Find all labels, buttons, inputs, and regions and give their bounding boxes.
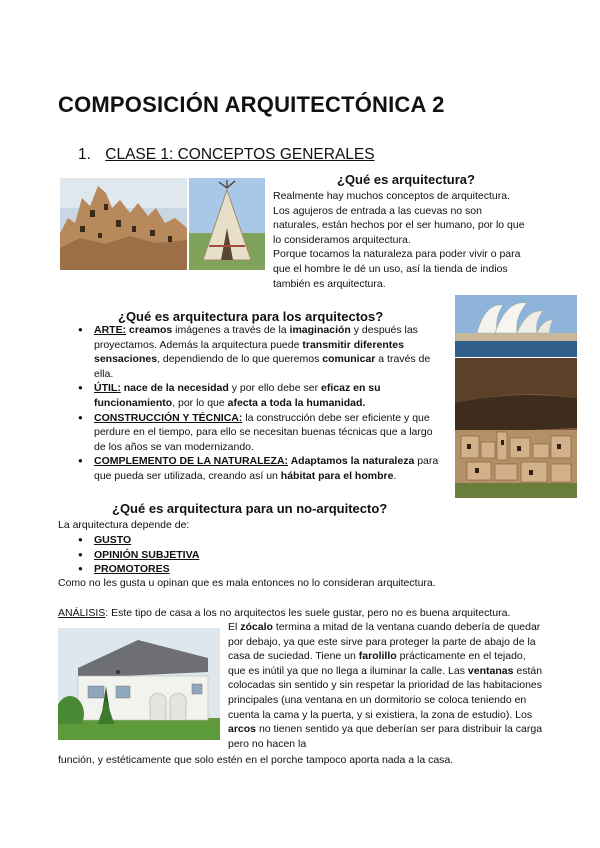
depends-item: PROMOTORES: [94, 563, 170, 576]
list-item-util: [76, 381, 440, 410]
q1-line: también es arquitectura.: [273, 277, 386, 290]
analysis-text: El: [228, 621, 241, 633]
q1-line: Realmente hay muchos conceptos de arquitectura.: [273, 190, 510, 202]
section-number: 1.: [78, 146, 91, 163]
tipi-image: [189, 178, 265, 270]
cave-dwellings-image: [60, 178, 187, 270]
analysis-term: arcos: [228, 723, 257, 736]
q2-heading: ¿Qué es arquitectura para los arquitectos?: [118, 309, 384, 324]
complemento-text: Adaptamos la naturaleza: [288, 455, 415, 468]
util-text: eficaz en su funcionamiento: [94, 382, 381, 409]
util-text: y por ello debe ser: [228, 382, 322, 395]
q1-line: naturales, están hechos por el ser humano, por lo que: [273, 219, 525, 232]
list-item: [76, 548, 376, 563]
q1-line: que el hombre le dé un uso, así la tienda de indios: [273, 262, 508, 275]
complemento-text: para que pueda ser utilizada, creando así un: [94, 455, 439, 482]
q1-paragraph: [273, 189, 563, 291]
arte-label: ARTE:: [94, 324, 127, 336]
q3-conclusion: Como no les gusta u opinan que es mala entonces no lo consideran arquitectura.: [58, 577, 436, 589]
analysis-label: ANÁLISIS: [58, 607, 106, 619]
opera-house-image: [455, 295, 577, 357]
analysis-line: : Este tipo de casa a los no arquitectos les suele gustar, pero no es buena arquitectura.: [105, 607, 511, 619]
arte-text: a través de ella.: [94, 353, 431, 380]
list-item: [76, 533, 376, 548]
arte-text: creamos: [129, 324, 173, 336]
arte-text: , dependiendo de lo que queremos: [157, 353, 323, 366]
depends-item: GUSTO: [94, 534, 132, 546]
analysis-text: están colocadas sin sentido y sin respetar la prioridad de las habitaciones principales (una ventana en un dormitorio se coloca teniendo en cuenta la cama y la puerta, y si existiera, la zona de estudio). Los: [228, 664, 543, 721]
analysis-text: prácticamente en el tejado, que es inútil ya que no llega a iluminar la calle. Las: [228, 650, 526, 677]
q1-line: Porque tocamos la naturaleza para poder vivir o para: [273, 248, 521, 261]
architect-concepts-list: [76, 323, 440, 484]
analysis-text: termina a mitad de la ventana cuando debería de quedar por debajo, ya que este sirve para proteger la parte de abajo de la casa de suciedad. Tiene un: [228, 621, 541, 663]
analysis-text: no tienen sentido ya que deberían ser para distribuir la carga pero no hacen la: [228, 723, 543, 750]
arte-text: imágenes a través de la: [172, 324, 290, 336]
q3-intro: La arquitectura depende de:: [58, 519, 190, 531]
util-text: , por lo que: [172, 396, 228, 409]
arte-text: imaginación: [289, 324, 351, 336]
list-item-complemento: [76, 454, 440, 483]
analysis-term: farolillo: [358, 650, 397, 663]
cliff-dwellings-image: [455, 358, 577, 498]
util-label: ÚTIL:: [94, 382, 121, 395]
depends-list: [76, 533, 376, 577]
util-text: afecta a toda la humanidad.: [227, 396, 366, 409]
document-title: COMPOSICIÓN ARQUITECTÓNICA 2: [58, 92, 445, 117]
analysis-term: ventanas: [467, 664, 514, 677]
list-item: [76, 562, 376, 577]
complemento-text: .: [393, 469, 397, 482]
list-item-construccion: [76, 411, 440, 455]
analysis-paragraph: [228, 620, 543, 751]
analysis-intro: [58, 606, 510, 621]
arte-text: transmitir diferentes sensaciones: [94, 338, 404, 366]
arte-text: y después las proyectamos. Además la arquitectura puede: [94, 324, 418, 351]
section-label: CLASE 1: CONCEPTOS GENERALES: [105, 146, 375, 163]
util-text: nace de la necesidad: [120, 382, 229, 395]
complemento-text: hábitat para el hombre: [280, 469, 394, 482]
section-heading: [78, 146, 375, 164]
analysis-term: zócalo: [240, 621, 273, 633]
depends-item: OPINIÓN SUBJETIVA: [94, 548, 200, 561]
q3-heading: ¿Qué es arquitectura para un no-arquitecto?: [112, 501, 388, 516]
house-image: [58, 628, 220, 740]
construccion-text: la construcción debe ser eficiente y que perdure en el tiempo, para ello se necesitan buenas técnicas que a largo de los años se van modernizando.: [94, 411, 433, 453]
analysis-last-line: función, y estéticamente que solo estén en el porche tampoco aporta nada a la casa.: [58, 754, 454, 766]
q1-heading: ¿Qué es arquitectura?: [337, 172, 475, 187]
q1-line: lo consideramos arquitectura.: [273, 233, 411, 246]
arte-text: comunicar: [322, 353, 376, 366]
list-item-arte: [76, 323, 440, 381]
construccion-label: CONSTRUCCIÓN Y TÉCNICA:: [94, 411, 243, 424]
complemento-label: COMPLEMENTO DE LA NATURALEZA:: [94, 455, 289, 468]
q1-line: Los agujeros de entrada a las cuevas no son: [273, 204, 482, 217]
